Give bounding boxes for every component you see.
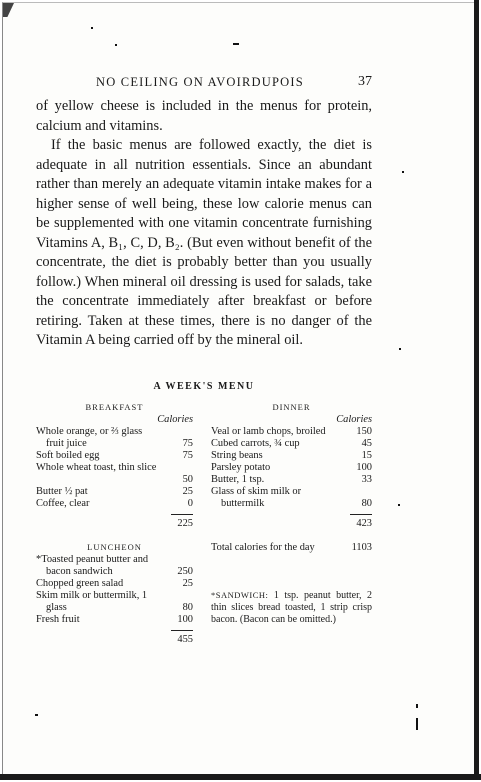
item-name: *Toasted peanut butter and bacon sandwich [36,554,149,577]
day-total-value: 1103 [351,542,372,553]
scan-speck [399,348,401,350]
running-title: NO CEILING ON AVOIRDUPOIS [96,75,304,89]
menu-right-column [211,401,372,626]
item-name: Chopped green salad [36,578,124,589]
sum-rule [350,514,372,515]
item-name: Butter ½ pat [36,486,88,497]
menu-item [211,438,372,450]
scan-speck [91,27,93,29]
scan-speck [233,43,239,45]
footnote-label: *SANDWICH: [211,590,269,600]
paragraph: of yellow cheese is included in the menus for protein, calcium and vitamins. [36,98,372,134]
item-calories: 75 [182,438,193,449]
item-calories: 50 [182,474,193,485]
item-calories: 75 [182,450,193,461]
item-name: Skim milk or buttermilk, 1 glass [36,590,148,613]
item-calories: 25 [182,578,193,589]
item-calories: 100 [356,462,372,473]
scan-speck [402,171,404,173]
item-name: Glass of skim milk or buttermilk [211,486,302,509]
item-calories: 0 [187,498,193,509]
item-calories: 80 [361,498,372,509]
calories-header: Calories [157,414,193,425]
scan-speck [35,714,38,716]
dinner-heading: DINNER [272,402,311,412]
page-edge-bottom [0,774,481,780]
menu-item [36,578,193,590]
menu-item [211,486,372,510]
scan-speck [398,504,400,506]
paragraph: If the basic menus are followed exactly, the diet is adequate in all nutrition essentials. Since an abundant rather than merely an adequate vitamin intake makes for a higher sense of well being, these low calorie menus can be supplemented with one vitamin concentrate furnishing Vitamins A, B₁, C, D, B₂. (But even without benefit of the concentrate, the diet is probably better than you usually follow.) When mineral oil dressing is used for salads, take the concentrate immediately after breakfast or before retiring. Taken at these times, there is no danger of the Vitamin A being carried off by the mineral oil. [36,137,372,348]
running-header [96,75,372,95]
dinner-total [211,518,372,530]
item-name: Whole orange, or ⅔ glass fruit juice [36,426,143,449]
menu-item [36,426,193,450]
day-total-label: Total calories for the day [211,542,315,553]
menu-item [36,554,193,578]
item-calories: 45 [361,438,372,449]
sandwich-footnote [211,589,372,626]
item-calories: 250 [177,566,193,577]
item-name: Veal or lamb chops, broiled [211,426,326,437]
menu-item [36,590,193,614]
menu-item [36,486,193,498]
menu-left-column [36,401,193,646]
item-calories: 15 [361,450,372,461]
menu-item [36,462,193,486]
day-total-row [211,542,372,554]
breakfast-total [36,518,193,530]
item-calories: 100 [177,614,193,625]
item-name: Soft boiled egg [36,450,100,461]
item-name: Butter, 1 tsp. [211,474,265,485]
item-name: Fresh fruit [36,614,80,625]
item-calories: 33 [361,474,372,485]
menu-item [211,426,372,438]
item-calories: 150 [356,426,372,437]
item-name: String beans [211,450,263,461]
dinner-total-value: 423 [356,518,372,529]
menu-item [36,614,193,626]
page-number: 37 [358,74,372,89]
scan-speck [416,718,418,730]
calories-header: Calories [336,414,372,425]
luncheon-total-value: 455 [177,634,193,645]
menu-item [211,450,372,462]
scan-speck [416,704,418,708]
item-name: Whole wheat toast, thin slice [36,462,157,473]
menu-item [211,474,372,486]
sum-rule [171,630,193,631]
menu-item [211,462,372,474]
footnote-text: 1 tsp. peanut butter, 2 thin slices bread toasted, 1 strip crisp bacon. (Bacon can be omitted.) [211,590,373,625]
page-edge-right [474,0,479,778]
item-calories: 80 [182,602,193,613]
scan-speck [115,44,117,46]
breakfast-heading: BREAKFAST [85,402,144,412]
menu-title: A WEEK'S MENU [153,381,255,392]
item-name: Parsley potato [211,462,271,473]
menu-item [36,450,193,462]
luncheon-heading: LUNCHEON [87,542,142,552]
item-name: Coffee, clear [36,498,90,509]
sum-rule [171,514,193,515]
item-calories: 25 [182,486,193,497]
luncheon-total [36,634,193,646]
item-name: Cubed carrots, ¾ cup [211,438,300,449]
breakfast-total-value: 225 [177,518,193,529]
menu-item [36,498,193,510]
body-text [36,97,372,351]
